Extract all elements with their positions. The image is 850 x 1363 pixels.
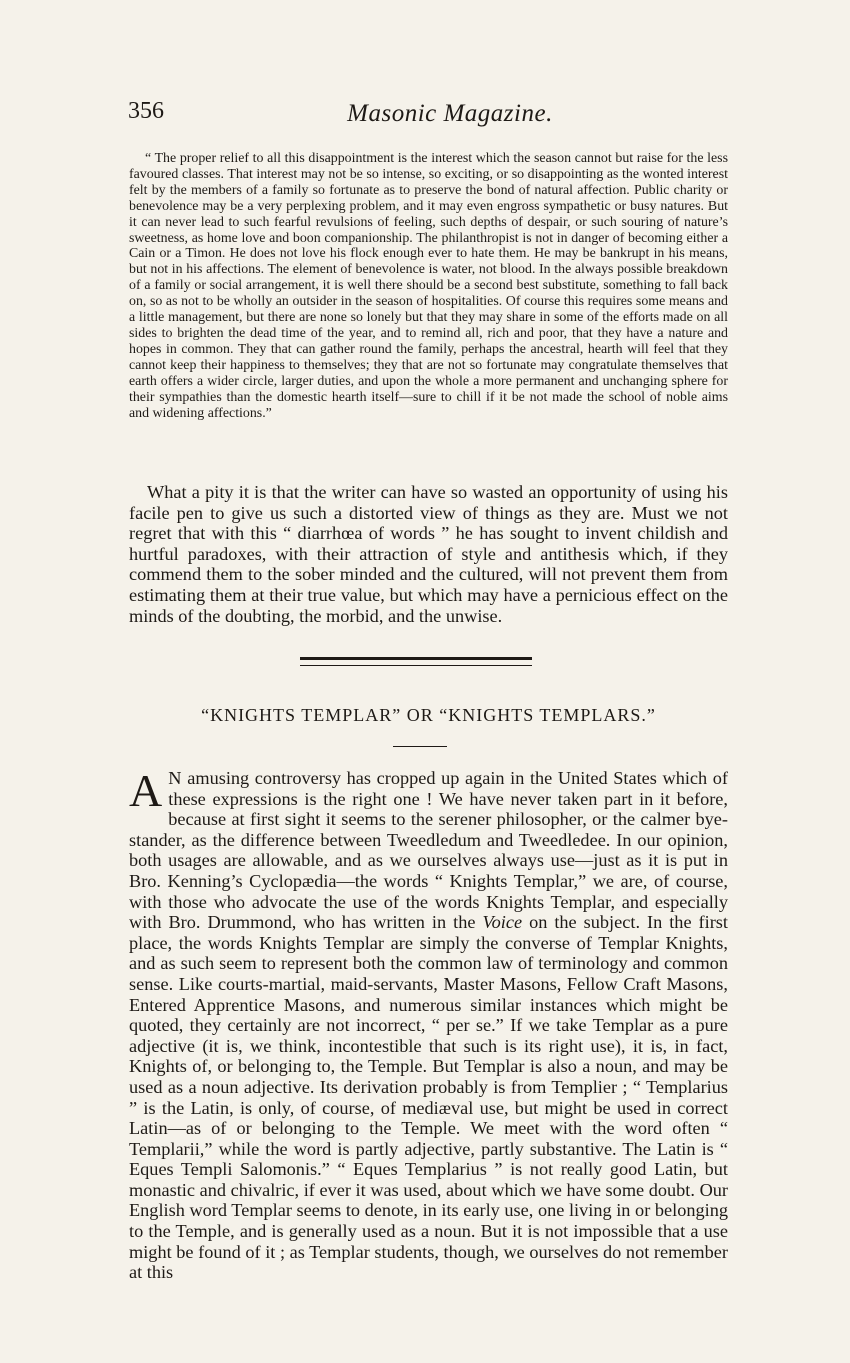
drop-cap: A [129,765,163,816]
article-paragraph [129,765,729,1283]
article-title: “KNIGHTS TEMPLAR” OR “KNIGHTS TEMPLARS.” [201,705,656,725]
quoted-passage [129,151,728,421]
article-text-part1: amusing controversy has cropped up again in the United States which of these expressions is the right one ! We have never taken part in it before, because at first sight it seems to the serener philosopher, or the calmer bye-stander, as the difference between Tweedledum and Tweedledee. In our opinion, both usages are allowable, and as we ourselves always use—just as it is put in Bro. Kenning’s Cyclopædia—the words “ Knights Templar,” we are, of course, with those who advocate the use of the words Knights Templar, and especially with Bro. Drummond, who has written in the [129,768,728,933]
quote-text: “ The proper relief to all this disappointment is the interest which the season cannot but raise for the less favoured classes. That interest may not be so intense, so exciting, or so disappointing as the wonted interest felt by the members of a family so fortunate as to preserve the bond of natural affection. Public charity or benevolence may be a very perplexing problem, and it may even engross sympathetic or busy natures. But it can never lead to such fearful revulsions of feeling, such depths of despair, or such souring of nature’s sweetness, as home love and boon companionship. The philanthropist is not in danger of becoming either a Cain or a Timon. He does not love his flock enough ever to hate them. He may be bankrupt in his means, but not in his affections. The element of benevolence is water, not blood. In the always possible breakdown of a family or social arrangement, it is well there should be a second best substitute, something to fall back on, so as not to be wholly an outsider in the season of hospitalities. Of course this requires some means and a little management, but there are none so lonely but that they may share in some of the efforts made on all sides to brighten the dead time of the year, and to remind all, rich and poor, that they have a nature and hopes in common. They that can gather round the family, perhaps the ancestral, hearth will feel that they cannot keep their happiness to themselves; they that are not so fortunate may congratulate themselves that earth offers a wider circle, larger duties, and upon the whole a more permanent and unchanging sphere for their sympathies than the domestic hearth itself—sure to chill if it be not made the school of noble aims and widening affections.” [129,151,728,421]
voice-journal-name: Voice [482,912,523,933]
article-text-part2: on the subject. In the first place, the words Knights Templar are simply the converse of Templar Knights, and as such seem to represent both the common law of terminology and common sense. Like courts-martial, maid-servants, Master Masons, Fellow Craft Masons, Entered Apprentice Masons, and numerous similar instances which might be quoted, they certainly are not incorrect, “ per se.” If we take Templar as a pure adjective (it is, we think, incontestible that such is its right use), it is, in fact, Knights of, or belonging to, the Temple. But Templar is also a noun, and may be used as a noun adjective. Its derivation probably is from Templier ; “ Templarius ” is the Latin, is only, of course, of mediæval use, but might be used in correct Latin—as of or belonging to the Temple. We meet with the word often “ Templarii,” while the word is partly adjective, partly substantive. The Latin is “ Eques Templi Salomonis.” “ Eques Templarius ” is not really good Latin, but monastic and chivalric, if ever it was used, about which we have some doubt. Our English word Templar seems to denote, in its early use, one living in or belonging to the Temple, and is generally used as a noun. But it is not impossible that a use might be found of it ; as Templar students, though, we ourselves do not remember at this [129,912,729,1283]
article-body [129,765,729,1283]
page-number: 356 [128,98,164,124]
section-divider-thin [300,665,532,666]
commentary-text: What a pity it is that the writer can have so wasted an opportunity of using his facile pen to give us such a distorted view of things as they are. Must we not regret that with this “ diarrhœa of words ” he has sought to invent childish and hurtful paradoxes, with their attraction of style and antithesis which, if they commend them to the sober minded and the cultured, will not prevent them from estimating them at their true value, but which may have a pernicious effect on the minds of the doubting, the morbid, and the unwise. [129,482,728,626]
section-divider-thick [300,657,532,660]
running-title: Masonic Magazine. [347,100,553,127]
title-rule [393,746,447,747]
commentary-paragraph [129,482,728,626]
lead-word: N [168,768,182,788]
